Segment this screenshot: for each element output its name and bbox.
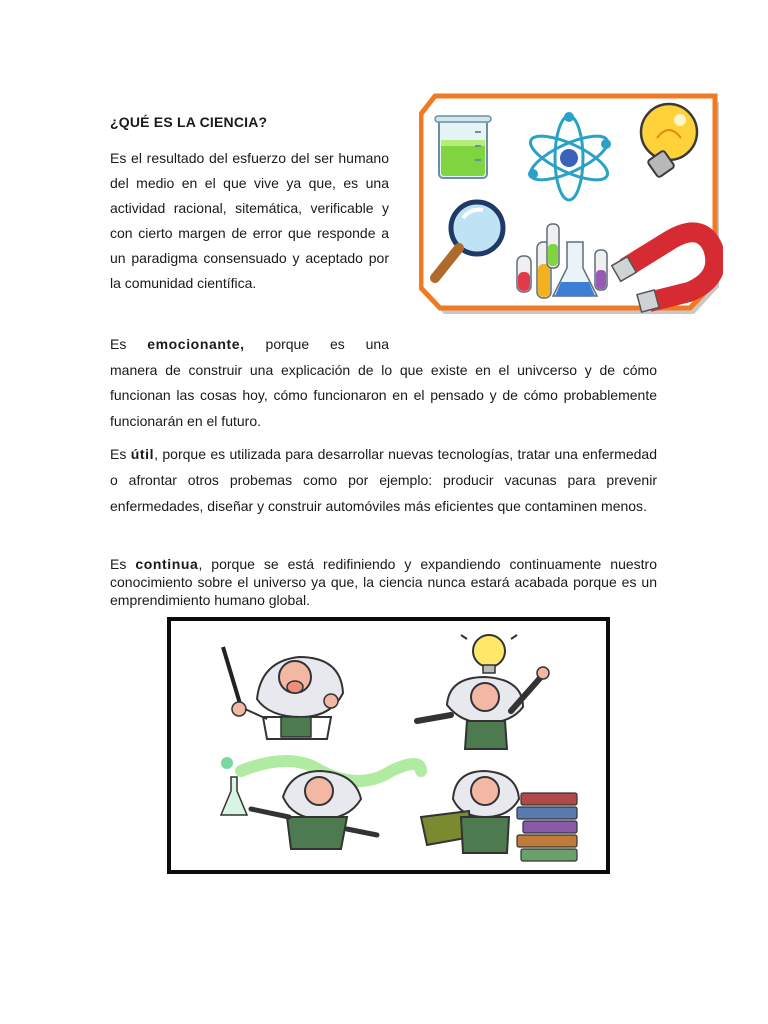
intro-paragraph: Es el resultado del esfuerzo del ser humano del medio en el que vive ya que, es una actividad racional, sitemática, verificable y con cierto margen de error que responde a un paradigma consensuado y aceptado por la comunidad científica. bbox=[110, 150, 389, 291]
keyword-continua: continua bbox=[135, 556, 199, 572]
beaker-icon bbox=[435, 116, 491, 178]
science-illustration bbox=[419, 92, 723, 316]
paragraph-continua-prefix: Es bbox=[110, 556, 136, 572]
paragraph-util-prefix: Es bbox=[110, 446, 131, 462]
paragraph-emocionante-first-rest: porque es una bbox=[244, 336, 390, 352]
paragraph-util-rest: , porque es utilizada para desarrollar nuevas tecnologías, tratar una enfermedad o afrontar otros probemas como por ejemplo: producir vacunas para prevenir enfermedades, diseñar y construir automóviles más eficientes que contaminen menos. bbox=[110, 446, 657, 514]
scientists-illustration bbox=[167, 617, 610, 874]
paragraph-emocionante-prefix: Es bbox=[110, 336, 148, 352]
page-title: ¿QUÉ ES LA CIENCIA? bbox=[110, 114, 268, 130]
keyword-util: útil bbox=[130, 446, 155, 462]
scientist-pointer-icon bbox=[223, 647, 343, 739]
keyword-emocionante: emocionante, bbox=[147, 336, 245, 352]
paragraph-emocionante-rest: manera de construir una explicación de lo que existe en el univcerso y de cómo funcionan las cosas hoy, cómo funcionaron en el pensado y de cómo probablemente funcionarán en el futuro. bbox=[110, 361, 657, 429]
paragraph-util bbox=[110, 441, 657, 519]
scientists-cartoon-svg bbox=[171, 621, 606, 870]
paragraph-emocionante-first-line bbox=[110, 332, 389, 358]
paragraph-continua-rest: , porque se está redifiniendo y expandiendo continuamente nuestro conocimiento sobre el universo ya que, la ciencia nunca estará acabada porque es un emprendimiento humano global. bbox=[110, 556, 657, 608]
paragraph-continua bbox=[110, 555, 657, 609]
scientist-idea-icon bbox=[417, 635, 549, 749]
scientist-reading-icon bbox=[421, 771, 577, 861]
paragraph-emocionante bbox=[110, 332, 657, 434]
